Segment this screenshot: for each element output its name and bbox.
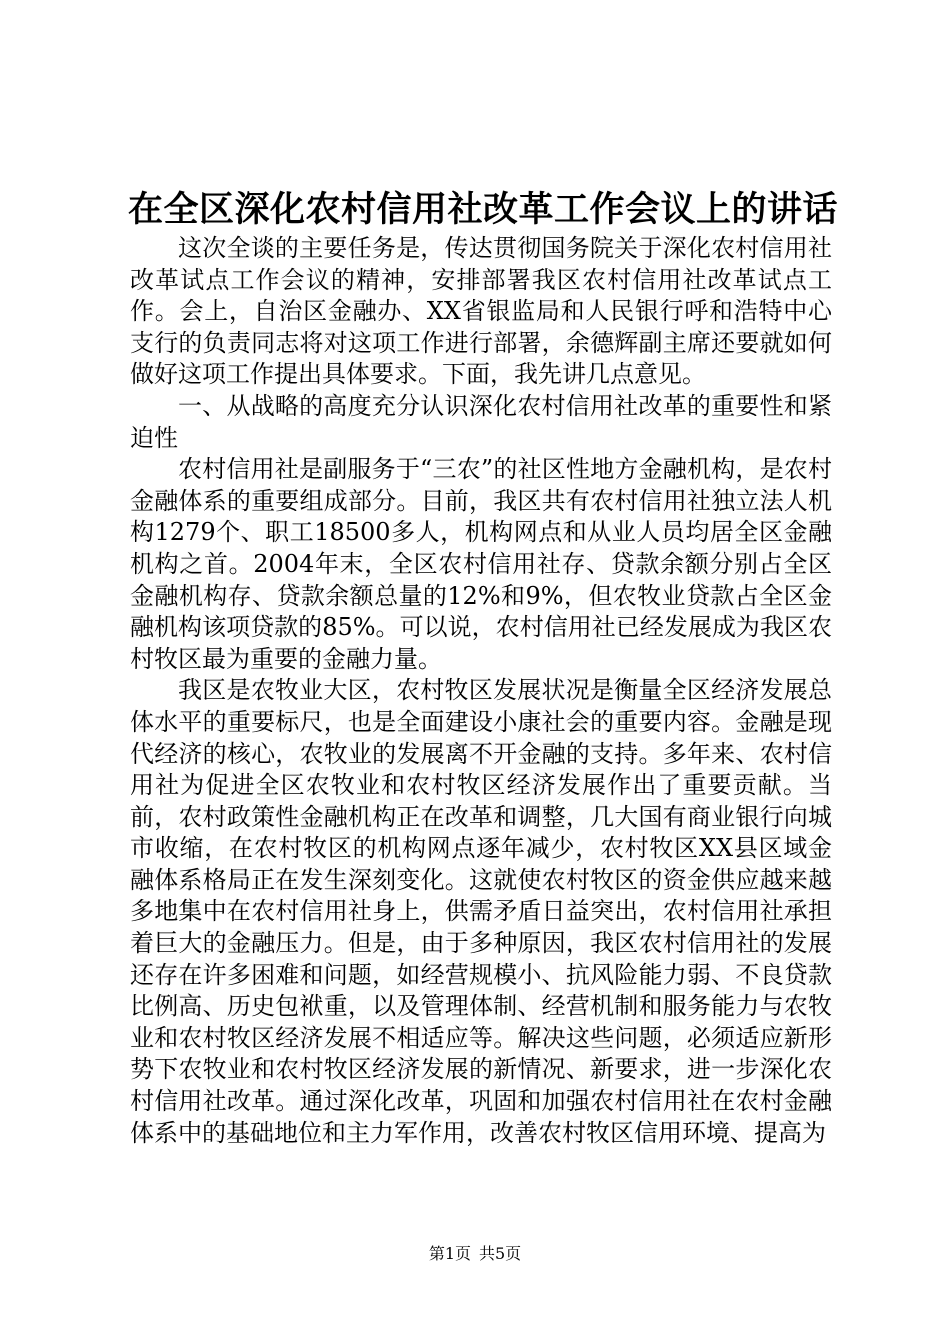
paragraph-intro: 这次全谈的主要任务是，传达贯彻国务院关于深化农村信用社改革试点工作会议的精神，安排部署我区农村信用社改革试点工作。会上，自治区金融办、XX省银监局和人民银行呼和浩特中心支行的负责同志将对这项工作进行部署，余德辉副主席还要就如何做好这项工作提出具体要求。下面，我先讲几点意见。 [130,234,832,389]
document-body [130,233,832,1149]
section-heading-1: 一、从战略的高度充分认识深化农村信用社改革的重要性和紧迫性 [130,391,832,452]
paragraph-credit-union-overview: 农村信用社是副服务于“三农”的社区性地方金融机构，是农村金融体系的重要组成部分。目前，我区共有农村信用社独立法人机构1279个、职工18500多人，机构网点和从业人员均居全区金融机构之首。2004年末，全区农村信用社存、贷款余额分别占全区金融机构存、贷款余额总量的12%和9%，但农牧业贷款占全区金融机构该项贷款的85%。可以说，农村信用社已经发展成为我区农村牧区最为重要的金融力量。 [130,455,832,673]
page-footer [0,1243,950,1265]
document-title: 在全区深化农村信用社改革工作会议上的讲话 [128,189,839,230]
page-total: 共5页 [479,1244,522,1263]
page-number: 第1页 [428,1244,471,1263]
paragraph-region-development: 我区是农牧业大区，农村牧区发展状况是衡量全区经济发展总体水平的重要标尺，也是全面建设小康社会的重要内容。金融是现代经济的核心，农牧业的发展离不开金融的支持。多年来、农村信用社为促进全区农牧业和农村牧区经济发展作出了重要贡献。当前，农村政策性金融机构正在改革和调整，几大国有商业银行向城市收缩，在农村牧区的机构网点逐年减少，农村牧区XX县区域金融体系格局正在发生深刻变化。这就使农村牧区的资金供应越来越多地集中在农村信用社身上，供需矛盾日益突出，农村信用社承担着巨大的金融压力。但是，由于多种原因，我区农村信用社的发展还存在许多困难和问题，如经营规模小、抗风险能力弱、不良贷款比例高、历史包袱重，以及管理体制、经营机制和服务能力与农牧业和农村牧区经济发展不相适应等。解决这些问题，必须适应新形势下农牧业和农村牧区经济发展的新情况、新要求，进一步深化农村信用社改革。通过深化改革，巩固和加强农村信用社在农村金融体系中的基础地位和主力军作用，改善农村牧区信用环境、提高为 [130,676,832,1147]
